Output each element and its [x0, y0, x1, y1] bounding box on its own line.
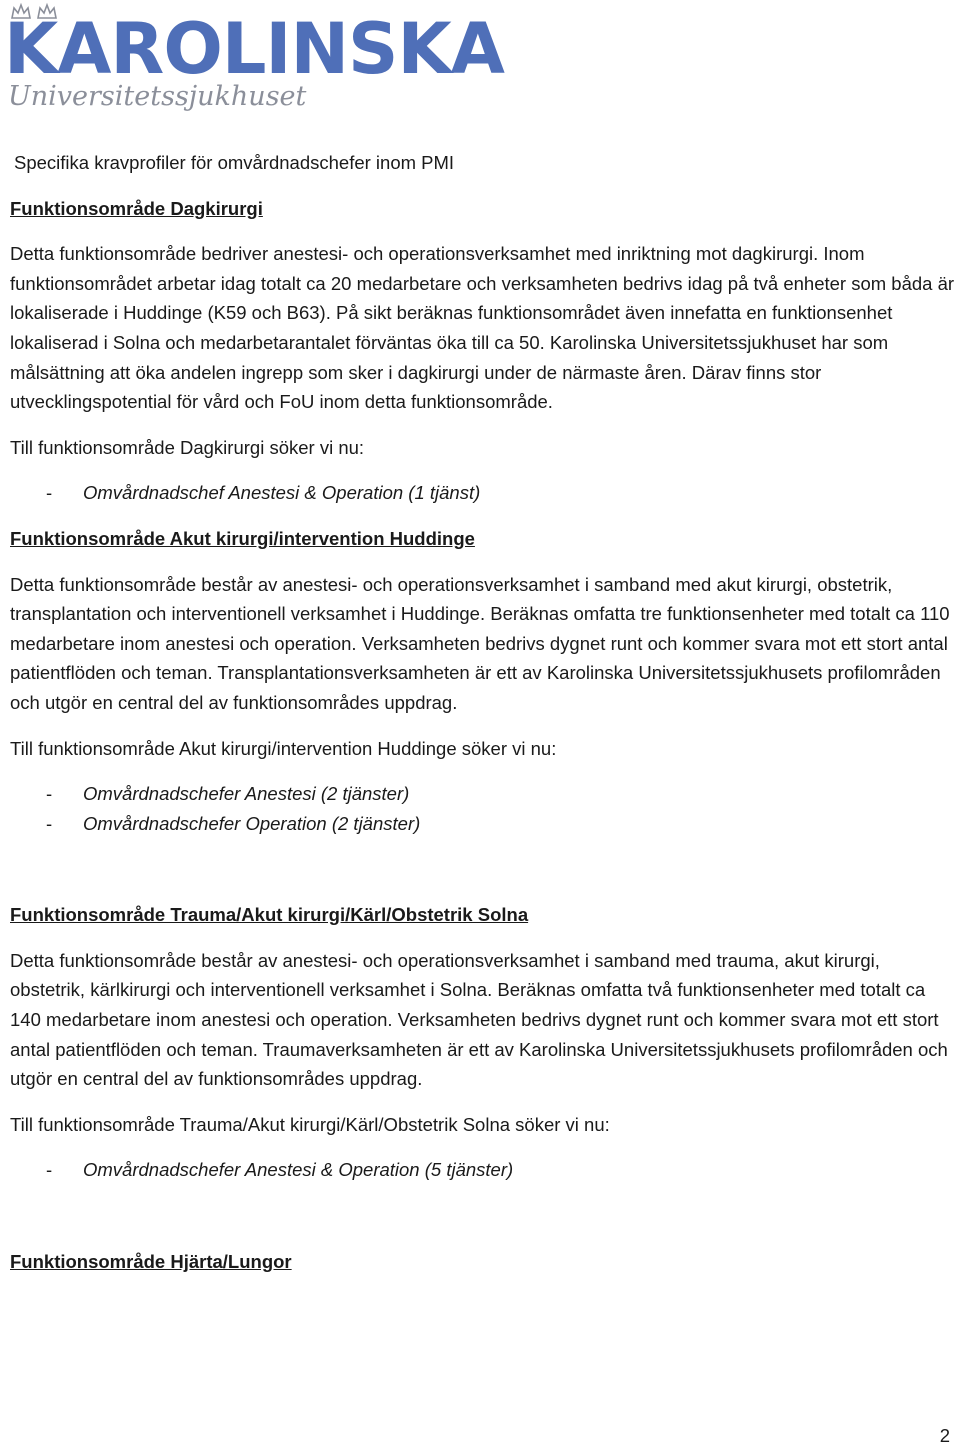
seeking-line: Till funktionsområde Akut kirurgi/intervention Huddinge söker vi nu:	[10, 737, 557, 759]
role-text: Omvårdnadschefer Operation (2 tjänster)	[83, 812, 421, 834]
section-paragraph: Detta funktionsområde består av anestesi- och operationsverksamhet i samband med trauma, akut kirurgi, obstetrik, kärlkirurgi och interventionell verksamhet i Solna. Beräknas omfatta två funktionsenheter med totalt ca 140 medarbetare inom anestesi och operation. Verksamheten bedrivs dygnet runt och kommer svara mot ett stort antal patientflöden och teman. Traumaverksamheten är ett av Karolinska Universitetssjukhusets profilområden och utgör en central del av funktionsområdes uppdrag.	[10, 949, 948, 1090]
dash-bullet: -	[46, 482, 53, 504]
role-item	[10, 1155, 958, 1185]
section-paragraph: Detta funktionsområde bedriver anestesi- och operationsverksamhet med inriktning mot dagkirurgi. Inom funktionsområdet arbetar idag totalt ca 20 medarbetare och verksamheten bedrivs idag på två enheter som båda är lokaliserade i Huddinge (K59 och B63). På sikt beräknas funktionsområdet även innefatta en funktionsenhet lokaliserad i Solna och medarbetarantalet förväntas öka till ca 50. Karolinska Universitetssjukhuset har som målsättning att öka andelen ingrepp som sker i dagkirurgi under de närmaste åren. Därav finns stor utvecklingspotential för vård och FoU inom detta funktionsområde.	[10, 243, 955, 413]
seeking-line: Till funktionsområde Trauma/Akut kirurgi/Kärl/Obstetrik Solna söker vi nu:	[10, 1113, 610, 1135]
section-heading: Funktionsområde Akut kirurgi/intervention Huddinge	[10, 527, 475, 549]
document-title: Specifika kravprofiler för omvårdnadschefer inom PMI	[14, 152, 455, 173]
section-heading: Funktionsområde Hjärta/Lungor	[10, 1251, 292, 1273]
logo-subtitle: Universitetssjukhuset	[8, 81, 307, 112]
dash-bullet: -	[46, 1159, 53, 1181]
section-dagkirurgi	[10, 194, 958, 508]
seeking-line: Till funktionsområde Dagkirurgi söker vi nu:	[10, 436, 365, 458]
page-number: 2	[939, 1425, 950, 1446]
section-hjarta-lungor	[10, 1247, 958, 1277]
spacer	[10, 854, 958, 900]
role-text: Omvårdnadschefer Anestesi & Operation (5 tjänster)	[83, 1159, 514, 1181]
role-item	[10, 478, 958, 508]
role-item	[10, 809, 958, 839]
section-trauma-solna	[10, 900, 958, 1185]
section-heading: Funktionsområde Dagkirurgi	[10, 197, 263, 219]
role-list	[10, 1155, 958, 1185]
role-list	[10, 779, 958, 838]
section-akut-kirurgi-huddinge	[10, 524, 958, 838]
role-item	[10, 779, 958, 809]
dash-bullet: -	[46, 783, 53, 805]
section-heading: Funktionsområde Trauma/Akut kirurgi/Kärl/Obstetrik Solna	[10, 904, 529, 926]
role-text: Omvårdnadschef Anestesi & Operation (1 tjänst)	[83, 482, 481, 504]
dash-bullet: -	[46, 812, 53, 834]
role-text: Omvårdnadschefer Anestesi (2 tjänster)	[83, 783, 410, 805]
role-list	[10, 478, 958, 508]
section-paragraph: Detta funktionsområde består av anestesi- och operationsverksamhet i samband med akut kirurgi, obstetrik, transplantation och interventionell verksamhet i Huddinge. Beräknas omfatta tre funktionsenheter med totalt ca 110 medarbetare inom anestesi och operation. Verksamheten bedrivs dygnet runt och kommer svara mot ett stort antal patientflöden och teman. Transplantationsverksamheten är ett av Karolinska Universitetssjukhusets profilområden och utgör en central del av funktionsområdes uppdrag.	[10, 573, 950, 713]
spacer	[10, 1201, 958, 1247]
logo-wordmark: KAROLINSKA	[4, 8, 504, 90]
document-body	[10, 148, 958, 1293]
karolinska-logo	[4, 2, 504, 117]
